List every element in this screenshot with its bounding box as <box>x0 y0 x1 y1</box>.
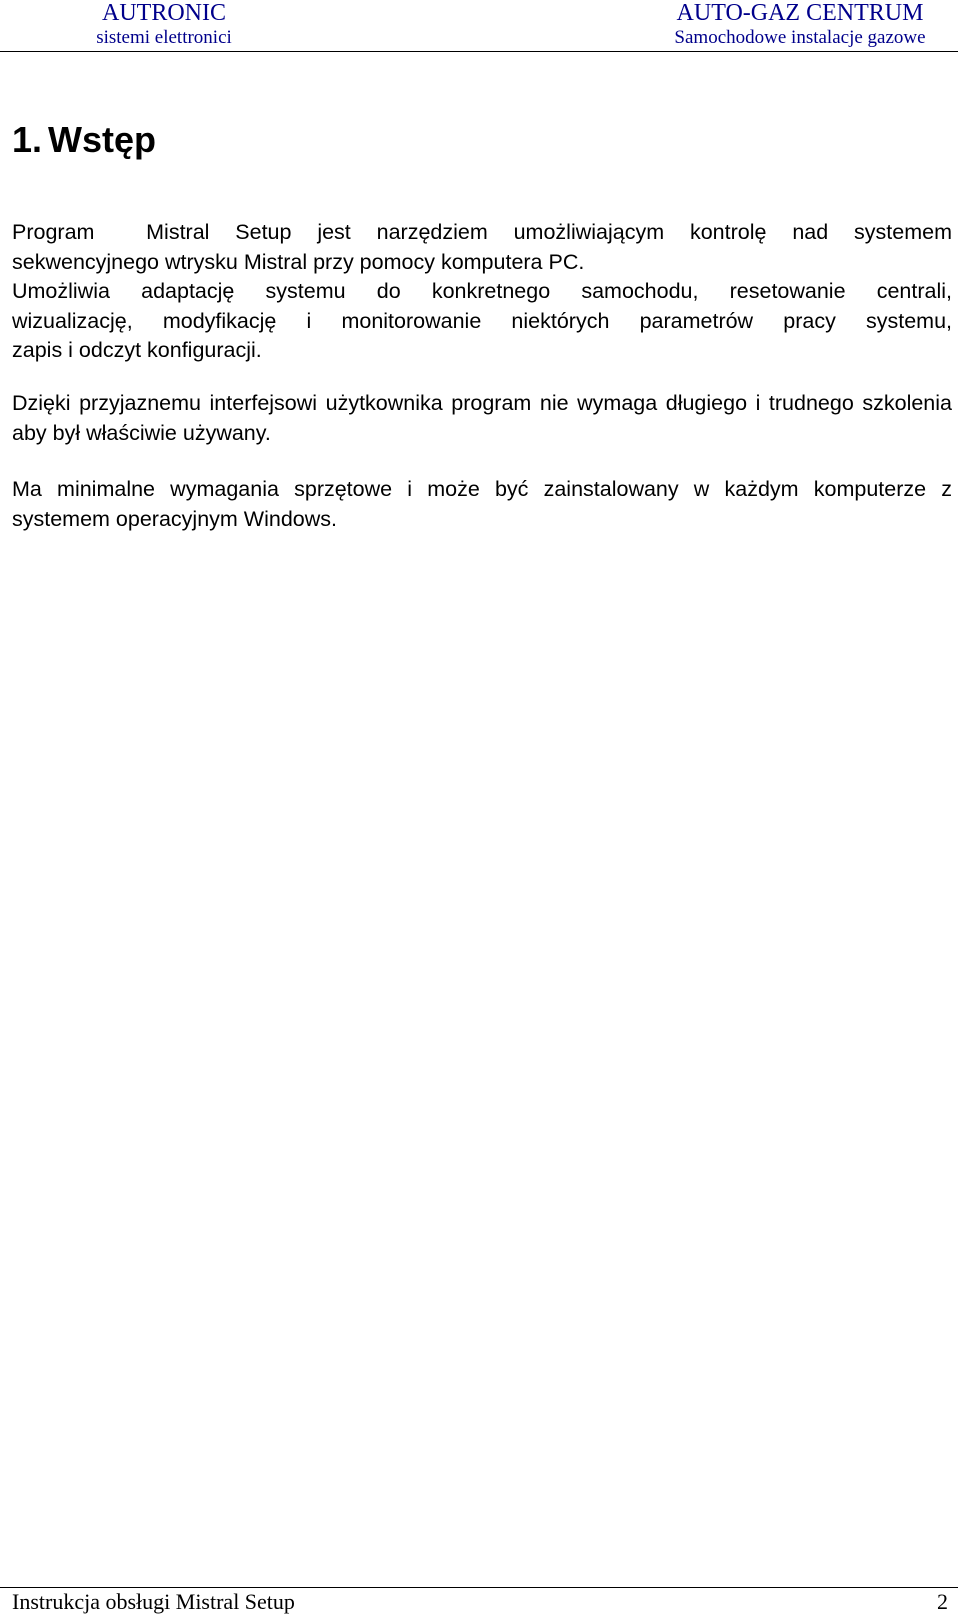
header-company-left <box>84 0 244 50</box>
section-number: 1. <box>12 119 43 160</box>
company-tagline-autogaz: Samochodowe instalacje gazowe <box>674 27 926 48</box>
footer-document-title: Instrukcja obsługi Mistral Setup <box>12 1589 295 1614</box>
footer-divider <box>0 1587 958 1588</box>
interface-paragraph: Dzięki przyjaznemu interfejsowi użytkownika program nie wymaga długiego i trudnego szkolenia aby był właściwie używany. <box>12 391 952 445</box>
company-tagline-autronic: sistemi elettronici <box>96 27 232 48</box>
intro-line-2: sekwencyjnego wtrysku Mistral przy pomocy komputera PC. <box>12 249 585 274</box>
section-heading <box>12 118 156 162</box>
intro-line-5: zapis i odczyt konfiguracji. <box>12 338 262 362</box>
company-name-autronic: AUTRONIC <box>102 0 226 26</box>
intro-line-3: Umożliwia adaptację systemu do konkretnego samochodu, resetowanie centrali, <box>12 279 952 303</box>
header-divider <box>0 51 958 52</box>
footer-page-number: 2 <box>937 1589 948 1614</box>
intro-line-4: wizualizację, modyfikację i monitorowanie niektórych parametrów pracy systemu, <box>12 308 952 333</box>
company-name-autogaz: AUTO-GAZ CENTRUM <box>676 0 924 26</box>
requirements-paragraph: Ma minimalne wymagania sprzętowe i może być zainstalowany w każdym komputerze z systemem operacyjnym Windows. <box>12 477 952 531</box>
header-company-right <box>650 0 950 50</box>
intro-paragraph <box>12 218 952 366</box>
section-title: Wstęp <box>48 119 157 160</box>
intro-line-1: Program Mistral Setup jest narzędziem umożliwiającym kontrolę nad systemem <box>12 220 952 244</box>
page-header <box>0 0 960 52</box>
